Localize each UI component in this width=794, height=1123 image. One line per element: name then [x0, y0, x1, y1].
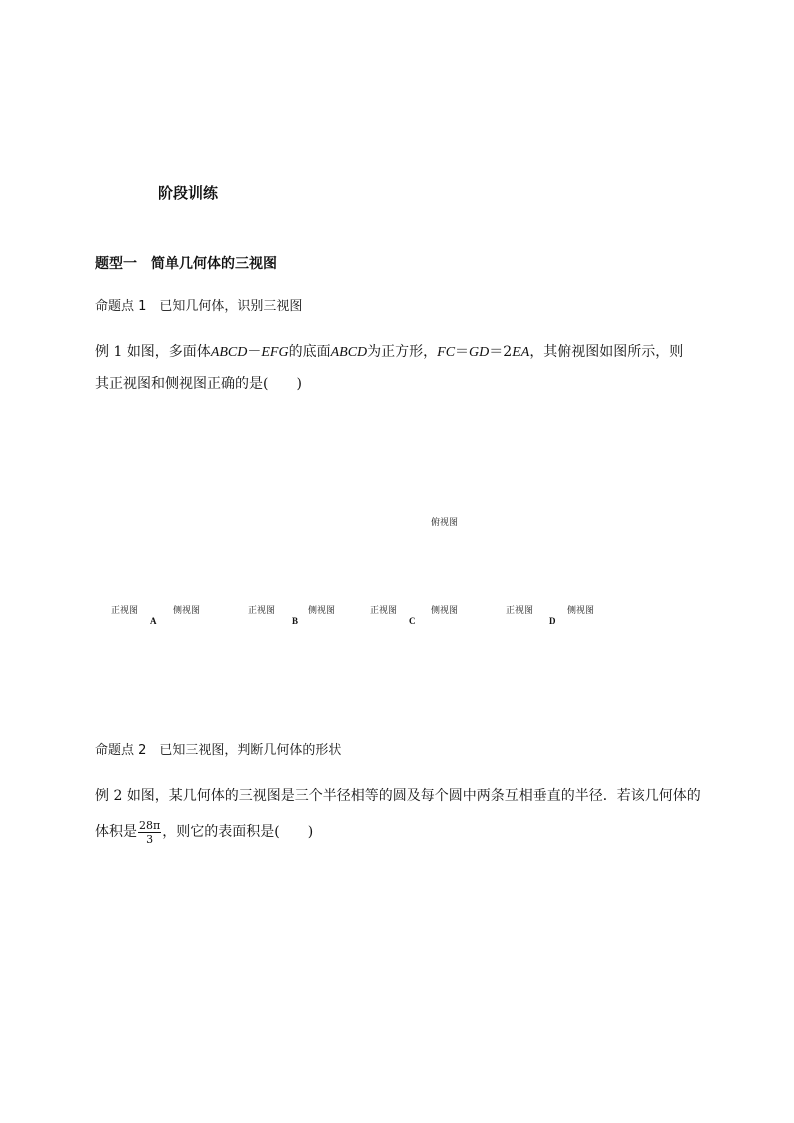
math-FC: FC [437, 345, 456, 360]
option-D-side-caption: 侧视图 [567, 606, 595, 616]
option-B-side-view [296, 563, 348, 599]
math-EFG: EFG [261, 345, 289, 360]
example-1-text: 如图，多面体 [126, 344, 211, 360]
example-2-text: ，则它的表面积是( ) [162, 824, 314, 840]
option-B-side-caption: 侧视图 [308, 606, 336, 616]
vertex-label-E: E [314, 473, 321, 484]
example-2-line-2 [95, 815, 313, 849]
example-2-prefix: 例 2 [95, 788, 123, 804]
option-D-front-view [493, 563, 544, 599]
vertex-label-A: A [317, 500, 324, 511]
example-2-text: 体积是 [95, 824, 137, 840]
section-title: 阶段训练 [158, 184, 219, 202]
example-1-text: ，其俯视图如图所示，则 [529, 344, 684, 360]
top-view-circle [331, 946, 389, 1004]
option-B-front-caption: 正视图 [248, 606, 276, 616]
option-A-side-view [161, 563, 212, 599]
option-C-side-view [419, 563, 470, 599]
front-view-circle [331, 874, 389, 932]
side-view-circle [405, 874, 463, 932]
option-D-front-caption: 正视图 [506, 606, 534, 616]
top-view-caption: 俯视图 [431, 518, 459, 528]
subtopic-2-heading: 命题点 2 已知三视图，判断几何体的形状 [95, 743, 342, 758]
subtopic-1-heading: 命题点 1 已知几何体，识别三视图 [95, 299, 303, 314]
option-C-side-caption: 侧视图 [431, 606, 459, 616]
example-2-line-1 [95, 786, 701, 806]
option-C-label: C [409, 616, 416, 626]
math-EA: EA [512, 345, 530, 360]
math-equals-2: ＝2 [489, 344, 513, 360]
top-view-diagram [424, 457, 475, 508]
option-B-label: B [292, 616, 299, 626]
option-A-side-caption: 侧视图 [173, 606, 201, 616]
math-GD: GD [469, 345, 490, 360]
option-D-label: D [549, 616, 556, 626]
fraction-numerator: 28π [139, 818, 161, 832]
example-1-prefix: 例 1 [95, 344, 123, 360]
volume-fraction [138, 819, 161, 846]
option-D-side-view [554, 563, 605, 599]
fraction-denominator: 3 [146, 832, 154, 846]
vertex-label-F: F [398, 417, 405, 428]
example-1-text: 的底面 [288, 344, 331, 360]
option-B-front-view [235, 563, 286, 599]
option-C-front-caption: 正视图 [370, 606, 398, 616]
topic-heading: 题型一 简单几何体的三视图 [95, 256, 277, 272]
math-minus: － [247, 344, 262, 360]
option-A-front-caption: 正视图 [111, 606, 139, 616]
example-1-line-1 [95, 342, 683, 363]
vertex-label-D: D [335, 459, 343, 470]
math-ABCD: ABCD [330, 345, 368, 360]
math-ABCD: ABCD [210, 345, 248, 360]
example-2-text: 如图，某几何体的三视图是三个半径相等的圆及每个圆中两条互相垂直的半径．若该几何体的 [126, 788, 701, 804]
option-C-front-view [357, 563, 408, 599]
option-A-label: A [150, 616, 157, 626]
vertex-label-C: C [399, 461, 406, 472]
math-equals: ＝ [455, 344, 470, 360]
example-1-text: 为正方形， [367, 344, 438, 360]
example-1-line-2: 其正视图和侧视图正确的是( ) [95, 376, 302, 392]
vertex-label-B: B [373, 499, 380, 510]
vertex-label-G: G [339, 417, 347, 428]
option-A-front-view [98, 563, 149, 599]
